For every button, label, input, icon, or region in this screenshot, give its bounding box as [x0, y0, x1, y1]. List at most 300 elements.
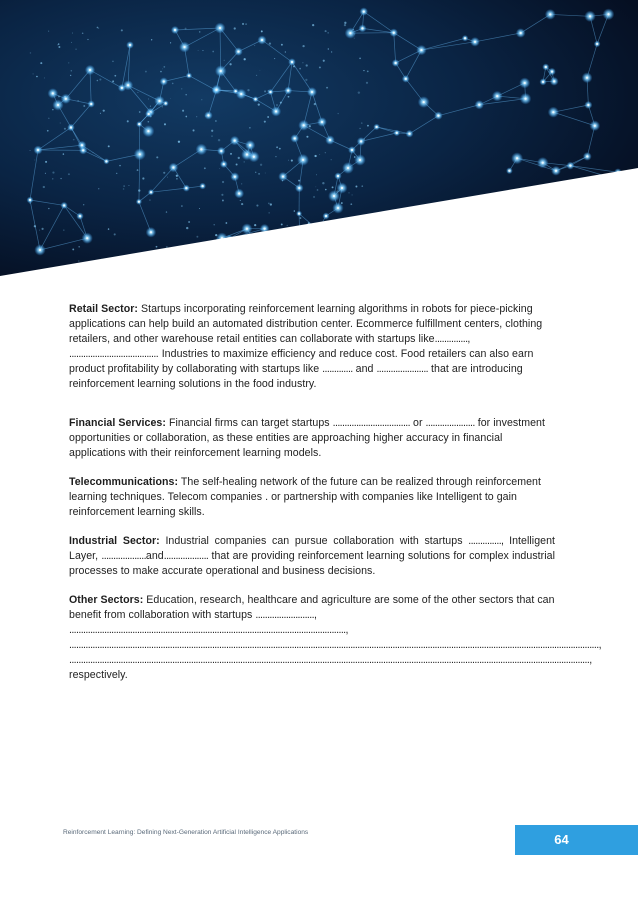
network-particle [167, 177, 168, 178]
industrial-text-3: that are providing reinforcement learning solutions for complex industrial processes to make accurate operational and business decisions. [69, 550, 555, 577]
network-particle [39, 230, 40, 231]
network-node [79, 215, 81, 217]
network-particle [234, 27, 236, 29]
network-node [253, 156, 255, 158]
network-particle [72, 33, 73, 34]
network-node [65, 98, 67, 100]
industrial-sector-paragraph [69, 534, 555, 579]
network-particle [313, 196, 315, 198]
page-number: 64 [515, 825, 638, 855]
network-particle [170, 42, 171, 43]
network-particle [355, 186, 357, 188]
network-particle [58, 96, 60, 98]
network-node [360, 140, 362, 142]
network-particle [236, 164, 238, 166]
network-particle [199, 208, 200, 209]
network-particle [276, 146, 278, 148]
network-particle [299, 68, 301, 70]
network-node [220, 70, 222, 72]
network-particle [215, 120, 217, 122]
network-particle [70, 75, 71, 76]
network-particle [150, 106, 151, 107]
network-node [237, 50, 239, 52]
network-particle [48, 118, 49, 119]
network-particle [275, 156, 276, 157]
network-node [361, 27, 363, 29]
network-node [333, 195, 335, 197]
main-content [69, 302, 601, 697]
retail-sector-heading: Retail Sector: [69, 303, 138, 315]
network-particle [222, 181, 224, 183]
network-particle [77, 100, 79, 102]
network-particle [164, 123, 166, 125]
network-particle [306, 136, 308, 138]
network-node [298, 212, 300, 214]
network-particle [98, 188, 99, 189]
network-particle [242, 23, 244, 25]
network-particle [361, 122, 363, 124]
network-particle [162, 106, 163, 107]
network-particle [322, 182, 324, 184]
network-particle [325, 30, 327, 32]
network-particle [367, 70, 369, 72]
network-particle [83, 204, 84, 205]
network-particle [186, 227, 188, 229]
network-node [553, 80, 555, 82]
other-blank-1: ........................., [255, 609, 317, 621]
network-node [359, 159, 361, 161]
network-node [183, 46, 185, 48]
network-node [200, 148, 202, 150]
network-particle [288, 160, 289, 161]
telecommunications-paragraph [69, 475, 555, 520]
network-particle [352, 194, 353, 195]
network-particle [225, 222, 227, 224]
network-particle [204, 167, 206, 169]
network-particle [261, 30, 263, 32]
network-particle [254, 224, 256, 226]
network-particle [350, 203, 352, 205]
network-node [520, 32, 522, 34]
network-particle [137, 169, 139, 171]
network-particle [34, 225, 36, 227]
network-node [420, 49, 422, 51]
industrial-blank-2: ................... [101, 550, 146, 562]
network-particle [344, 22, 346, 24]
network-node [282, 175, 284, 177]
network-particle [287, 225, 288, 226]
network-node [223, 163, 225, 165]
network-node [89, 69, 91, 71]
network-node [37, 149, 39, 151]
network-particle [222, 200, 224, 202]
network-node [185, 187, 187, 189]
network-particle [60, 123, 61, 124]
network-node [586, 155, 588, 157]
network-particle [99, 79, 101, 81]
network-particle [97, 27, 99, 29]
network-node [408, 133, 410, 135]
network-particle [319, 66, 321, 68]
network-particle [255, 172, 256, 173]
network-particle [325, 152, 326, 153]
network-particle [238, 157, 240, 159]
retail-blank-3: ............. [322, 363, 353, 375]
network-node [555, 170, 557, 172]
network-node [238, 192, 240, 194]
hero-image [0, 0, 638, 280]
financial-blank-2: ..................... [425, 417, 475, 429]
telecommunications-heading: Telecommunications: [69, 476, 179, 488]
network-particle [119, 165, 120, 166]
network-particle [244, 58, 246, 60]
network-node [220, 150, 222, 152]
network-node [325, 215, 327, 217]
network-particle [281, 44, 283, 46]
network-node [207, 114, 209, 116]
network-particle [176, 178, 178, 180]
network-particle [264, 121, 266, 123]
financial-services-paragraph [69, 416, 555, 461]
network-node [215, 89, 217, 91]
network-node [219, 27, 221, 29]
network-node [138, 123, 140, 125]
network-particle [319, 154, 320, 155]
hero-network-face [0, 0, 638, 280]
network-particle [43, 186, 45, 188]
network-node [552, 111, 554, 113]
network-particle [170, 98, 171, 99]
network-node [172, 166, 174, 168]
network-node [508, 170, 510, 172]
network-node [235, 90, 237, 92]
network-particle [359, 128, 360, 129]
network-node [298, 187, 300, 189]
network-particle [35, 160, 36, 161]
network-particle [148, 121, 150, 123]
network-node [596, 43, 598, 45]
network-particle [328, 48, 329, 49]
network-particle [298, 180, 300, 182]
network-node [337, 175, 339, 177]
network-particle [52, 178, 53, 179]
network-node [150, 231, 152, 233]
network-particle [279, 148, 281, 150]
network-particle [317, 189, 319, 191]
network-node [594, 125, 596, 127]
network-particle [302, 45, 304, 47]
network-particle [265, 173, 266, 174]
network-node [302, 159, 304, 161]
network-particle [58, 46, 60, 48]
network-particle [280, 102, 282, 104]
network-particle [219, 168, 220, 169]
network-particle [337, 113, 338, 114]
network-particle [274, 58, 275, 59]
network-particle [103, 110, 105, 112]
network-particle [128, 185, 129, 186]
network-particle [249, 127, 251, 129]
network-node [52, 92, 54, 94]
network-particle [58, 43, 59, 44]
network-particle [314, 103, 316, 105]
network-particle [306, 64, 308, 66]
network-particle [196, 236, 198, 238]
industrial-sector-heading: Industrial Sector: [69, 535, 160, 547]
network-particle [316, 174, 317, 175]
network-particle [98, 28, 99, 29]
footer-title: Reinforcement Learning: Defining Next-Generation Artificial Intelligence Applications [63, 829, 309, 836]
network-particle [139, 111, 141, 113]
industrial-blank-3: ................... [163, 550, 209, 562]
retail-text-2: . Industries to maximize efficiency and reduce cost. Food retailers can also earn product profitability by collaborating with startups like [69, 348, 534, 375]
network-node [29, 199, 31, 201]
network-particle [268, 212, 269, 213]
network-particle [52, 171, 54, 173]
network-node [127, 84, 129, 86]
network-particle [201, 99, 202, 100]
network-particle [258, 104, 260, 106]
other-text-1: Education, research, healthcare and agriculture are some of the other sectors that can benefit from collaboration with startups [69, 594, 555, 621]
network-particle [87, 39, 88, 40]
network-particle [41, 228, 43, 230]
network-particle [354, 38, 355, 39]
network-node [163, 80, 165, 82]
retail-blank-1: .............., [434, 333, 470, 345]
network-particle [359, 58, 361, 60]
network-particle [45, 173, 46, 174]
network-particle [326, 87, 328, 89]
network-node [396, 132, 398, 134]
network-node [86, 237, 88, 239]
network-particle [361, 185, 363, 187]
network-particle [367, 125, 369, 127]
network-particle [331, 159, 332, 160]
network-node [202, 185, 204, 187]
network-particle [293, 65, 295, 67]
retail-text-3: and [355, 363, 374, 375]
network-particle [178, 141, 180, 143]
network-node [478, 104, 480, 106]
network-particle [256, 75, 257, 76]
network-particle [156, 246, 158, 248]
network-particle [181, 205, 183, 207]
network-node [329, 139, 331, 141]
network-particle [108, 145, 110, 147]
network-particle [230, 153, 232, 155]
other-text-end: , respectively. [69, 654, 593, 681]
other-blank-2: ......................................................................................................................, [69, 624, 348, 636]
network-node [39, 249, 41, 251]
network-particle [114, 75, 116, 77]
network-particle [211, 135, 213, 137]
network-particle [276, 104, 278, 106]
network-particle [68, 62, 69, 63]
network-node [589, 15, 591, 17]
network-particle [172, 83, 174, 85]
retail-text-1: Startups incorporating reinforcement learning algorithms in robots for piece-picking applications can help build an automated distribution center. Ecommerce fulfillment centers, clothing retailers, and other warehouse retail entities can collaborate with startups like [69, 303, 543, 345]
network-node [105, 160, 107, 162]
financial-text-2: for investment opportunities or collaboration, as these entities are approaching higher accuracy in financial applications with their reinforcement learning models. [69, 417, 545, 459]
network-particle [176, 175, 178, 177]
network-particle [97, 80, 99, 82]
network-particle [254, 45, 255, 46]
network-particle [112, 61, 113, 62]
network-particle [247, 89, 249, 91]
network-node [275, 110, 277, 112]
network-particle [328, 32, 329, 33]
telecommunications-text: The self-healing network of the future can be realized through reinforcement learning techniques. Telecom companies . or partnership with companies like Intelligent to gain reinforcement learning skills. [69, 476, 541, 518]
network-node [524, 98, 526, 100]
network-node [234, 139, 236, 141]
network-particle [302, 62, 303, 63]
network-particle [315, 186, 316, 187]
network-particle [40, 62, 42, 64]
network-particle [331, 51, 332, 52]
network-particle [45, 161, 47, 163]
network-particle [366, 82, 368, 84]
network-particle [314, 155, 316, 157]
network-particle [145, 71, 147, 73]
network-particle [83, 105, 85, 107]
network-particle [142, 177, 144, 179]
network-particle [305, 79, 307, 81]
network-node [150, 191, 152, 193]
network-node [294, 137, 296, 139]
network-particle [245, 23, 247, 25]
network-particle [48, 31, 49, 32]
network-node [351, 149, 353, 151]
network-particle [48, 208, 49, 209]
network-particle [312, 24, 314, 26]
network-particle [256, 204, 258, 206]
network-node [496, 95, 498, 97]
retail-sector-paragraph [69, 302, 555, 392]
network-particle [325, 189, 327, 191]
network-particle [149, 199, 151, 201]
network-particle [291, 160, 293, 162]
network-node [165, 102, 167, 104]
network-node [139, 153, 141, 155]
network-particle [63, 153, 64, 154]
network-particle [124, 186, 125, 187]
network-particle [82, 32, 84, 34]
network-node [158, 100, 160, 102]
network-particle [288, 96, 290, 98]
network-particle [137, 92, 138, 93]
network-node [303, 124, 305, 126]
network-node [246, 228, 248, 230]
network-particle [63, 229, 64, 230]
network-node [545, 66, 547, 68]
other-blank-3: .................................................................................................................................................................................................................................., [69, 639, 601, 651]
network-particle [163, 66, 165, 68]
network-particle [260, 70, 261, 71]
network-particle [166, 211, 167, 212]
network-particle [224, 60, 225, 61]
network-node [129, 44, 131, 46]
network-particle [267, 116, 269, 118]
network-node [395, 62, 397, 64]
network-particle [78, 261, 79, 262]
network-particle [241, 183, 242, 184]
network-particle [72, 248, 74, 250]
network-particle [30, 150, 31, 151]
network-particle [221, 194, 223, 196]
network-node [542, 81, 544, 83]
network-node [147, 130, 149, 132]
network-particle [294, 210, 295, 211]
industrial-text-1: Industrial companies can pursue collaboration with startups [165, 535, 463, 547]
network-particle [363, 70, 364, 71]
network-particle [198, 50, 199, 51]
network-particle [60, 178, 61, 179]
network-node [240, 93, 242, 95]
network-node [287, 89, 289, 91]
network-particle [344, 24, 346, 26]
network-node [90, 103, 92, 105]
network-node [188, 74, 190, 76]
network-particle [68, 173, 70, 175]
network-node [81, 144, 83, 146]
network-node [341, 187, 343, 189]
network-node [57, 104, 59, 106]
network-node [254, 98, 256, 100]
network-node [70, 126, 72, 128]
network-particle [229, 63, 231, 65]
network-node [311, 91, 313, 93]
network-particle [33, 74, 34, 75]
retail-blank-2: ..................................... [69, 348, 156, 360]
network-particle [268, 203, 270, 205]
network-particle [52, 109, 54, 111]
network-node [586, 77, 588, 79]
network-node [263, 228, 265, 230]
network-particle [123, 188, 125, 190]
network-particle [323, 60, 325, 62]
network-particle [116, 173, 117, 174]
network-node [269, 91, 271, 93]
financial-services-heading: Financial Services: [69, 417, 166, 429]
network-node [249, 144, 251, 146]
network-node [542, 162, 544, 164]
network-node [516, 157, 518, 159]
network-particle [162, 68, 163, 69]
network-node [121, 87, 123, 89]
network-particle [332, 186, 334, 188]
network-particle [44, 77, 45, 78]
network-particle [181, 88, 182, 89]
network-particle [300, 217, 302, 219]
network-node [246, 153, 248, 155]
network-particle [114, 233, 116, 235]
network-node [337, 207, 339, 209]
network-particle [202, 50, 203, 51]
network-particle [358, 91, 360, 93]
network-node [63, 204, 65, 206]
network-particle [127, 120, 129, 122]
network-particle [36, 76, 38, 78]
network-particle [47, 130, 49, 132]
network-particle [270, 203, 272, 205]
network-node [524, 82, 526, 84]
network-particle [212, 51, 214, 53]
network-particle [264, 90, 266, 92]
financial-text-mid: or [413, 417, 423, 429]
network-particle [93, 152, 94, 153]
network-node [474, 41, 476, 43]
network-node [261, 39, 263, 41]
